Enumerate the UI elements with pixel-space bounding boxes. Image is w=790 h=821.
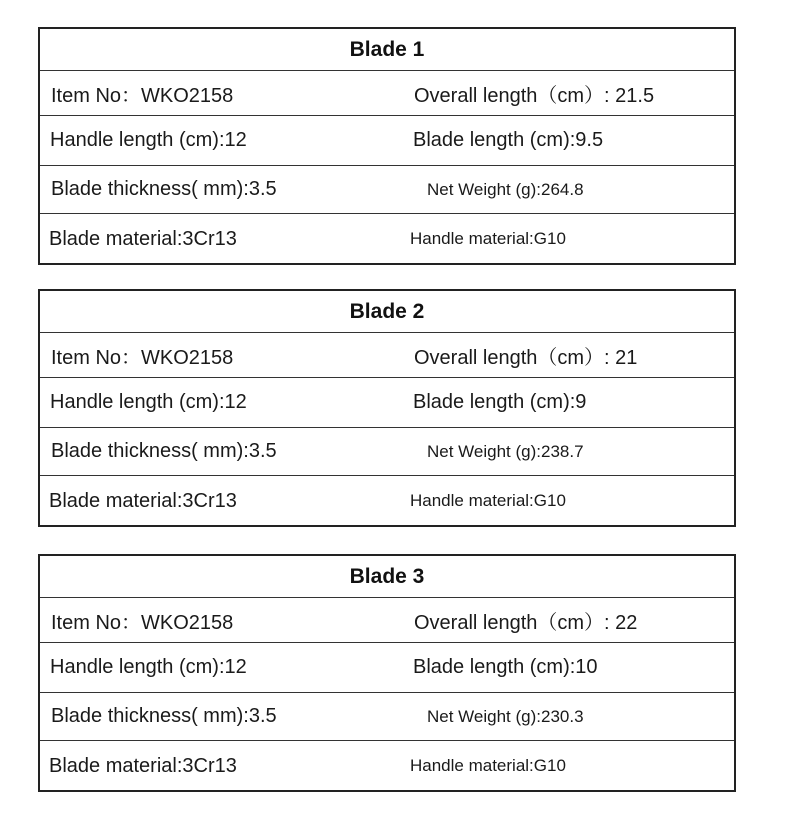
blade-material-cell: Blade material:3Cr13	[49, 489, 237, 512]
net-weight-cell: Net Weight (g):238.7	[427, 441, 584, 461]
blade-thickness-cell: Blade thickness( mm):3.5	[51, 178, 277, 200]
spec-table-blade-2	[38, 289, 736, 527]
item-no-cell: Item No：WKO2158	[51, 84, 234, 107]
item-no-cell: Item No：WKO2158	[51, 346, 234, 369]
handle-length-cell: Handle length (cm):12	[50, 656, 247, 678]
handle-length-cell: Handle length (cm):12	[50, 391, 247, 413]
handle-material-cell: Handle material:G10	[410, 229, 566, 248]
blade-thickness-cell: Blade thickness( mm):3.5	[51, 440, 277, 462]
table-row	[40, 643, 734, 693]
table-row	[40, 378, 734, 428]
table-title: Blade 3	[40, 556, 734, 598]
overall-length-cell: Overall length（cm）: 22	[414, 611, 638, 634]
net-weight-cell: Net Weight (g):230.3	[427, 706, 584, 726]
blade-material-cell: Blade material:3Cr13	[49, 754, 237, 777]
table-row	[40, 476, 734, 526]
spec-table-blade-3	[38, 554, 736, 792]
table-row	[40, 71, 734, 116]
blade-length-cell: Blade length (cm):9.5	[413, 129, 604, 151]
item-no-cell: Item No：WKO2158	[51, 611, 234, 634]
handle-length-cell: Handle length (cm):12	[50, 129, 247, 151]
table-title: Blade 2	[40, 291, 734, 333]
table-row	[40, 741, 734, 791]
spec-table-blade-1	[38, 27, 736, 265]
table-row	[40, 693, 734, 741]
handle-material-cell: Handle material:G10	[410, 756, 566, 775]
table-title: Blade 1	[40, 29, 734, 71]
table-row	[40, 428, 734, 476]
blade-thickness-cell: Blade thickness( mm):3.5	[51, 705, 277, 727]
table-row	[40, 214, 734, 264]
blade-length-cell: Blade length (cm):10	[413, 656, 598, 678]
table-row	[40, 116, 734, 166]
table-row	[40, 166, 734, 214]
overall-length-cell: Overall length（cm）: 21.5	[414, 84, 655, 107]
handle-material-cell: Handle material:G10	[410, 491, 566, 510]
net-weight-cell: Net Weight (g):264.8	[427, 179, 584, 199]
overall-length-cell: Overall length（cm）: 21	[414, 346, 638, 369]
table-row	[40, 333, 734, 378]
blade-length-cell: Blade length (cm):9	[413, 391, 587, 413]
table-row	[40, 598, 734, 643]
blade-material-cell: Blade material:3Cr13	[49, 227, 237, 250]
